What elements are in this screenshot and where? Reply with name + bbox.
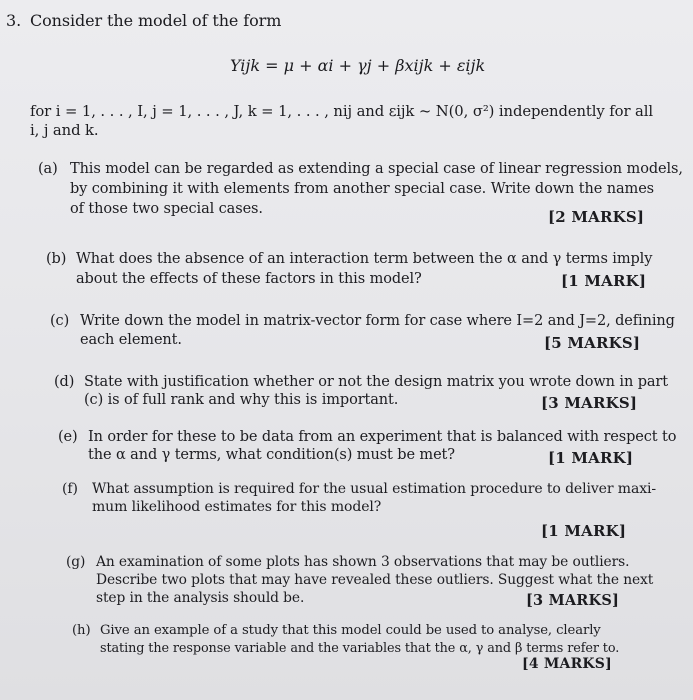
part-c-marks: [5 MARKS] [544, 334, 641, 352]
part-g-line-1: An examination of some plots has shown 3 observations that may be outliers. [96, 554, 630, 570]
part-c-line-1: Write down the model in matrix-vector form for case where I=2 and J=2, defining [80, 313, 675, 329]
part-g-line-2: Describe two plots that may have revealed these outliers. Suggest what the next [96, 572, 654, 588]
question-number: 3. [6, 11, 22, 30]
part-a-marks: [2 MARKS] [548, 208, 645, 226]
part-b-marks: [1 MARK] [561, 272, 647, 290]
condition-line-2: i, j and k. [30, 122, 99, 139]
part-f-line-1: What assumption is required for the usual estimation procedure to deliver maxi- [92, 481, 657, 497]
part-f-line-2: mum likelihood estimates for this model? [92, 499, 382, 515]
part-e-label: (e) [58, 429, 78, 445]
part-h-marks: [4 MARKS] [522, 656, 612, 672]
part-b-line-2: about the effects of these factors in this model? [76, 271, 422, 287]
part-d-line-1: State with justification whether or not the design matrix you wrote down in part [84, 374, 668, 390]
part-a-line-2: by combining it with elements from another special case. Write down the names [70, 181, 655, 197]
part-h-line-1: Give an example of a study that this model could be used to analyse, clearly [100, 623, 601, 638]
part-b-label: (b) [46, 251, 67, 267]
part-a-line-1: This model can be regarded as extending a special case of linear regression models, [70, 161, 683, 177]
part-c-label: (c) [50, 313, 70, 329]
part-e-marks: [1 MARK] [548, 449, 634, 467]
part-h-line-2: stating the response variable and the variables that the α, γ and β terms refer to. [100, 641, 620, 656]
part-e-line-2: the α and γ terms, what condition(s) must be met? [88, 447, 455, 463]
part-f-label: (f) [62, 481, 78, 497]
part-e-line-1: In order for these to be data from an experiment that is balanced with respect to [88, 429, 677, 445]
part-d-line-2: (c) is of full rank and why this is important. [84, 392, 399, 408]
part-a-label: (a) [38, 161, 58, 177]
part-d-marks: [3 MARKS] [541, 394, 638, 412]
condition-line-1: for i = 1, . . . , I, j = 1, . . . , J, k = 1, . . . , nij and εijk ~ N(0, σ²) independently for all [30, 103, 654, 120]
part-g-label: (g) [66, 554, 86, 570]
model-equation: Yijk = μ + αi + γj + βxijk + εijk [230, 56, 486, 75]
question-intro: Consider the model of the form [30, 11, 282, 30]
part-g-line-3: step in the analysis should be. [96, 590, 305, 606]
part-f-marks: [1 MARK] [541, 522, 627, 540]
part-b-line-1: What does the absence of an interaction term between the α and γ terms imply [76, 251, 653, 267]
part-d-label: (d) [54, 374, 75, 390]
part-c-line-2: each element. [80, 332, 182, 348]
part-a-line-3: of those two special cases. [70, 201, 263, 217]
part-g-marks: [3 MARKS] [526, 592, 620, 609]
part-h-label: (h) [72, 623, 91, 638]
